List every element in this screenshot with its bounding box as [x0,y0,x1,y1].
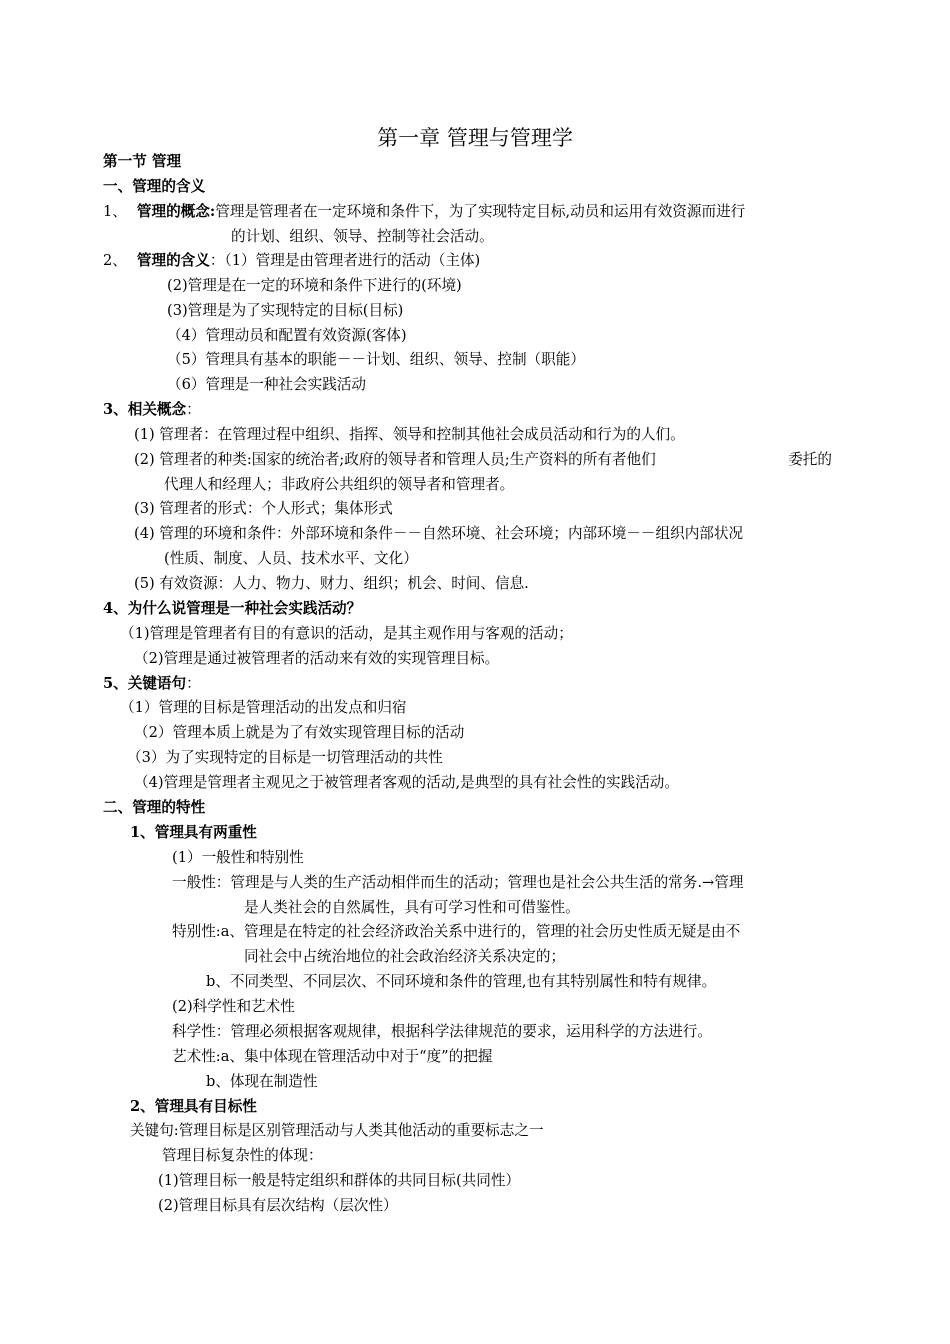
specificity-b: b、不同类型、不同层次、不同环境和条件的管理,也有其特别属性和特有规律。 [206,973,717,990]
generality-continuation: 是人类社会的自然属性，具有可学习性和可借鉴性。 [244,899,580,916]
item-2-line [103,251,480,271]
generality-text: 一般性：管理是与人类的生产活动相伴而生的活动；管理也是社会公共生活的常务.→管理 [172,874,744,891]
goal-complexity: 管理目标复杂性的体现： [162,1147,323,1164]
item-3-heading: 3、相关概念 [103,401,187,418]
key-sentence-3: （3）为了实现特定的目标是一切管理活动的共性 [127,749,443,766]
goal-point-1: (1)管理目标一般是特定组织和群体的共同目标(共同性） [158,1172,521,1189]
item-2-point-5: （5）管理具有基本的职能－－计划、组织、领导、控制（职能） [167,351,585,368]
item-1-continuation: 的计划、组织、领导、控制等社会活动。 [231,228,494,245]
item-2-number: 2、 [103,252,127,269]
specificity-text: 特别性:a、管理是在特定的社会经济政治关系中进行的，管理的社会历史性质无疑是由不 [172,923,741,940]
heading-characteristics: 二、管理的特性 [103,799,206,816]
concept-3: (3) 管理者的形式：个人形式；集体形式 [134,500,393,517]
concept-2-tail: 委托的 [788,451,832,468]
concept-2-line [134,450,832,470]
item-2-point-1: ：（1）管理是由管理者进行的活动（主体) [209,252,481,269]
item-4-point-2: （2)管理是通过被管理者的活动来有效的实现管理目标。 [134,650,500,667]
item-4-heading: 4、为什么说管理是一种社会实践活动？ [103,600,362,617]
item-2-point-4: （4）管理动员和配置有效资源(客体) [167,327,407,344]
concept-2-continuation: 代理人和经理人；非政府公共组织的领导者和管理者。 [164,476,515,493]
duality-point-2: (2)科学性和艺术性 [172,998,295,1015]
goal-point-2: (2)管理目标具有层次结构（层次性） [158,1197,398,1214]
item-4-point-1: （1)管理是管理者有目的有意识的活动，是其主观作用与客观的活动； [120,625,573,642]
item-1-label: 管理的概念: [136,203,216,220]
item-5-line [103,674,201,694]
item-5-colon: ： [186,675,201,692]
section-heading: 第一节 管理 [103,153,182,170]
goal-heading: 2、管理具有目标性 [130,1098,257,1115]
duality-heading: 1、管理具有两重性 [130,824,257,841]
science-text: 科学性：管理必须根据客观规律，根据科学法律规范的要求，运用科学的方法进行。 [172,1023,712,1040]
item-1-text: 管理是管理者在一定环境和条件下，为了实现特定目标,动员和运用有效资源而进行 [215,203,746,220]
item-2-point-6: （6）管理是一种社会实践活动 [167,376,367,393]
item-3-line [103,400,201,420]
concept-4-continuation: (性质、制度、人员、技术水平、文化） [164,550,418,567]
chapter-title: 第一章 管理与管理学 [377,126,573,150]
item-5-heading: 5、关键语句 [103,675,187,692]
concept-5: (5) 有效资源：人力、物力、财力、组织；机会、时间、信息. [134,575,529,592]
heading-meaning: 一、管理的含义 [103,178,206,195]
item-2-point-3: (3)管理是为了实现特定的目标(目标) [167,302,404,319]
concept-4: (4) 管理的环境和条件：外部环境和条件－－自然环境、社会环境；内部环境－－组织内部状况 [134,525,744,542]
key-sentence-2: （2）管理本质上就是为了有效实现管理目标的活动 [134,724,465,741]
concept-2: (2) 管理者的种类:国家的统治者;政府的领导者和管理人员;生产资料的所有者他们 [134,451,656,468]
item-1-line [103,202,745,222]
specificity-continuation: 同社会中占统治地位的社会政治经济关系决定的； [244,948,566,965]
art-text: 艺术性:a、集中体现在管理活动中对于“度”的把握 [172,1048,493,1065]
duality-point-1: (1）一般性和特别性 [172,849,304,866]
item-1-number: 1、 [103,203,127,220]
item-3-colon: ： [186,401,201,418]
key-sentence-4: （4)管理是管理者主观见之于被管理者客观的活动,是典型的具有社会性的实践活动。 [134,774,679,791]
concept-1: (1) 管理者：在管理过程中组织、指挥、领导和控制其他社会成员活动和行为的人们。 [134,426,685,443]
art-b: b、体现在制造性 [206,1073,318,1090]
key-sentence-1: （1）管理的目标是管理活动的出发点和归宿 [120,699,407,716]
item-2-label: 管理的含义 [136,252,210,269]
goal-key-sentence: 关键句:管理目标是区别管理活动与人类其他活动的重要标志之一 [130,1122,544,1139]
item-2-point-2: (2)管理是在一定的环境和条件下进行的(环境) [167,277,462,294]
